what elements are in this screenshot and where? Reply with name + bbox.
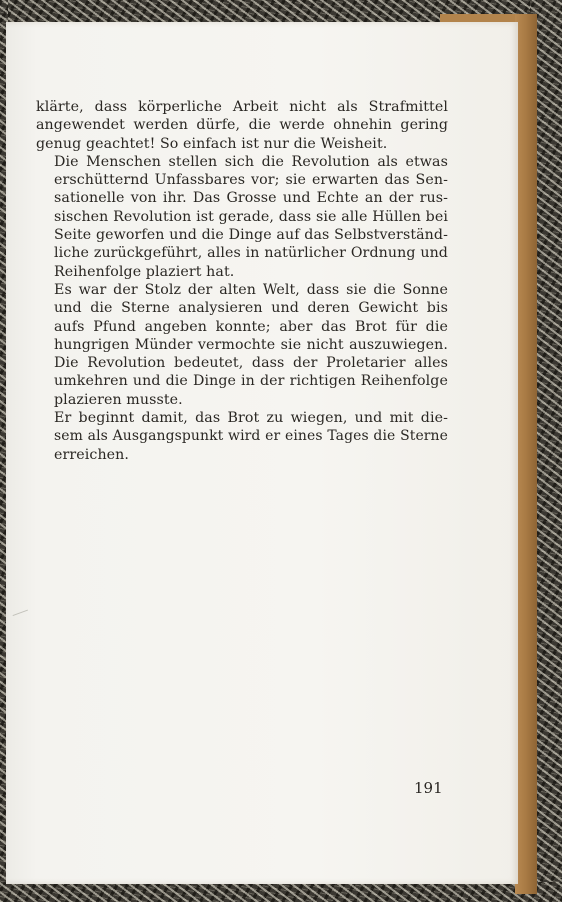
body-text <box>36 98 448 464</box>
text-line: liche zurückgeführt, alles in natürlicher Ordnung und <box>54 245 448 262</box>
text-line: und die Sterne analysieren und deren Gewicht bis <box>54 300 448 317</box>
paragraph-3 <box>36 281 448 409</box>
text-line: angewendet werden dürfe, die werde ohnehin gering <box>36 117 448 134</box>
text-line: Die Revolution bedeutet, dass der Proletarier alles <box>54 355 448 372</box>
text-line: sischen Revolution ist gerade, dass sie alle Hüllen bei <box>54 208 448 225</box>
marbled-cover-bottom <box>0 882 562 902</box>
text-line: erreichen. <box>54 446 130 463</box>
text-line: erschütternd Unfassbares vor; sie erwarten das Sen- <box>54 172 448 189</box>
text-line: umkehren und die Dinge in der richtigen Reihenfolge <box>54 373 448 390</box>
page-number: 191 <box>414 779 443 797</box>
text-line: plazieren musste. <box>54 391 183 408</box>
text-line: klärte, dass körperliche Arbeit nicht als Strafmittel <box>36 99 448 115</box>
text-line: Die Menschen stellen sich die Revolution als etwas <box>54 153 448 170</box>
paragraph-2 <box>36 153 448 281</box>
text-line: sationelle von ihr. Das Grosse und Echte an der rus- <box>54 190 448 207</box>
text-line: aufs Pfund angeben konnte; aber das Brot für die <box>54 318 448 335</box>
book-page <box>6 22 518 884</box>
text-line: genug geachtet! So einfach ist nur die Weisheit. <box>36 135 388 152</box>
text-line: Er beginnt damit, das Brot zu wiegen, und mit die- <box>54 410 448 427</box>
text-line: Seite geworfen und die Dinge auf das Selbstverständ- <box>54 227 448 244</box>
page-mark <box>13 610 32 626</box>
text-line: hungrigen Münder vermochte sie nicht auszuwiegen. <box>54 336 448 353</box>
paragraph-4 <box>36 409 448 464</box>
paragraph-1 <box>36 98 448 153</box>
binding-strip <box>515 14 537 894</box>
text-line: Es war der Stolz der alten Welt, dass sie die Sonne <box>54 281 448 298</box>
text-line: sem als Ausgangspunkt wird er eines Tages die Sterne <box>54 428 448 445</box>
text-line: Reihenfolge plaziert hat. <box>54 263 235 280</box>
